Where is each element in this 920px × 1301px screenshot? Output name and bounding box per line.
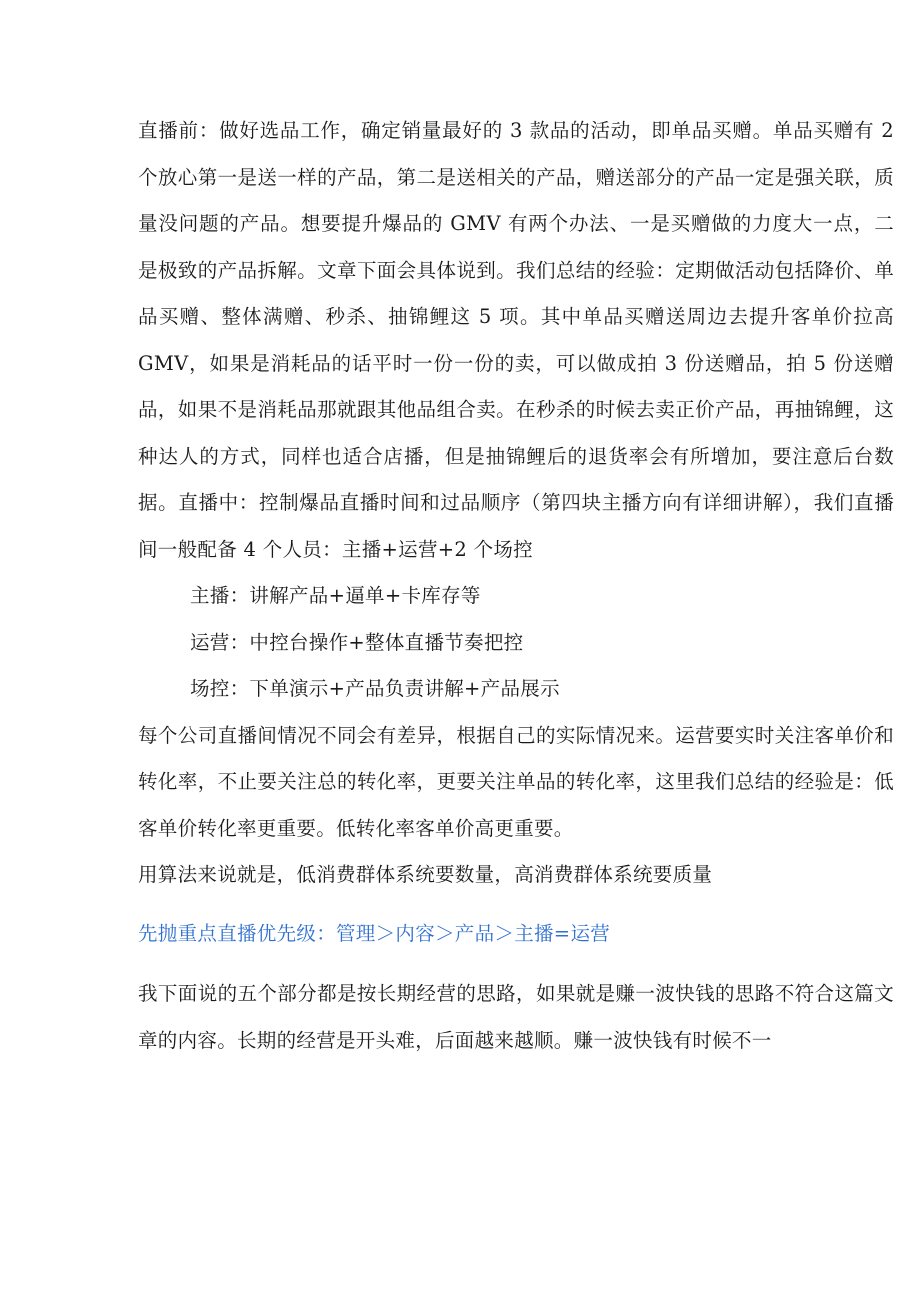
role-host-line: 主播：讲解产品+逼单+卡库存等 <box>190 584 481 607</box>
section-heading: 先抛重点直播优先级：管理＞内容＞产品＞主播=运营 <box>138 921 611 945</box>
role-ops-line: 运营：中控台操作+整体直播节奏把控 <box>190 630 524 654</box>
spacer <box>138 957 894 971</box>
document-page <box>138 108 894 1064</box>
paragraph-conversion: 每个公司直播间情况不同会有差异，根据自己的实际情况来。运营要实时关注客单价和转化率，不止要关注总的转化率，更要关注单品的转化率，这里我们总结的经验是：低客单价转化率更重要。低转化率客单价高更重要。 <box>138 723 894 840</box>
role-control-line: 场控：下单演示+产品负责讲解+产品展示 <box>190 677 560 700</box>
paragraph-algorithm: 用算法来说就是，低消费群体系统要数量，高消费群体系统要质量 <box>138 863 713 886</box>
paragraph-longterm: 我下面说的五个部分都是按长期经营的思路，如果就是赚一波快钱的思路不符合这篇文章的内容。长期的经营是开头难，后面越来越顺。赚一波快钱有时候不一 <box>138 982 894 1052</box>
spacer <box>138 899 894 911</box>
paragraph-prelive: 直播前：做好选品工作，确定销量最好的 3 款品的活动，即单品买赠。单品买赠有 2 个放心第一是送一样的产品，第二是送相关的产品，赠送部分的产品一定是强关联，质量没问题的产品。想要提升爆品的 GMV 有两个办法、一是买赠做的力度大一点，二是极致的产品拆解。文章下面会具体说到。我们总结的经验：定期做活动包括降价、单品买赠、整体满赠、秒杀、抽锦鲤这 5 项。其中单品买赠送周边去提升客单价拉高 GMV，如果是消耗品的话平时一份一份的卖，可以做成拍 3 份送赠品，拍 5 份送赠品，如果不是消耗品那就跟其他品组合卖。在秒杀的时候去卖正价产品，再抽锦鲤，这种达人的方式，同样也适合店播，但是抽锦鲤后的退货率会有所增加，要注意后台数据。直播中：控制爆品直播时间和过品顺序（第四块主播方向有详细讲解），我们直播间一般配备 4 个人员：主播+运营+2 个场控 <box>138 119 894 561</box>
